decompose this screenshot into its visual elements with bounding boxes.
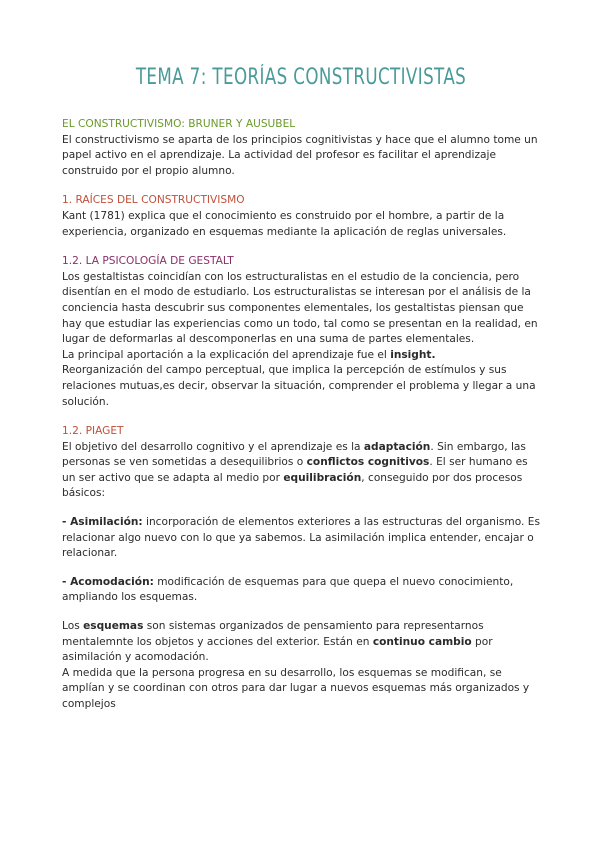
paragraph-constructivismo: El constructivismo se aparta de los principios cognitivistas y hace que el alumno tome un papel activo en el aprendizaje. La actividad del profesor es facilitar el aprendizaje construido por el propio alumno.	[62, 133, 538, 177]
document-page	[62, 60, 540, 713]
term-asimilacion: - Asimilación:	[62, 516, 143, 529]
text-fragment: son sistemas organizados de pensamiento para representarnos mentalemnte los objetos y acciones del exterior. Están en	[62, 620, 484, 648]
section-heading-gestalt: 1.2. LA PSICOLOGÍA DE GESTALT	[62, 255, 234, 268]
insight-term: insight.	[390, 348, 436, 361]
text-fragment: . El ser humano es un ser activo que se adapta al medio por	[62, 456, 528, 484]
section-heading-piaget: 1.2. PIAGET	[62, 425, 124, 438]
term-adaptacion: adaptación	[363, 440, 431, 453]
paragraph-final: A medida que la persona progresa en su desarrollo, los esquemas se modifican, se amplían y se coordinan con otros para dar lugar a nuevos esquemas más organizados y complejos	[62, 666, 530, 710]
section-heading-constructivismo: EL CONSTRUCTIVISMO: BRUNER Y AUSUBEL	[62, 118, 296, 130]
paragraph-esquemas	[62, 619, 540, 666]
paragraph-reorganizacion: Reorganización del campo perceptual, que implica la percepción de estímulos y sus relaciones mutuas,es decir, observar la situación, comprender el problema y llegar a una solución.	[62, 364, 536, 408]
text-fragment: El objetivo del desarrollo cognitivo y el aprendizaje es la	[62, 440, 364, 453]
term-esquemas: esquemas	[83, 620, 144, 633]
text-fragment: por asimilación y acomodación.	[62, 635, 493, 664]
paragraph-insight	[62, 348, 540, 364]
term-equilibracion: equilibración	[283, 471, 362, 484]
term-continuo-cambio: continuo cambio	[372, 635, 472, 648]
term-acomodacion: - Acomodación:	[62, 575, 154, 588]
text-fragment: modificación de esquemas para que quepa el nuevo conocimiento, ampliando los esquemas.	[62, 575, 514, 604]
insight-text: La principal aportación a la explicación del aprendizaje fue el	[62, 348, 391, 361]
paragraph-adaptacion	[62, 440, 540, 502]
text-fragment: . Sin embargo, las personas se ven sometidas a desequilibrios o	[62, 440, 526, 469]
paragraph-acomodacion	[62, 575, 540, 606]
text-fragment: incorporación de elementos exteriores a las estructuras del organismo. Es relacionar algo nuevo con lo que ya sabemos. La asimilación implica entender, encajar o relacionar.	[62, 516, 540, 560]
paragraph-raices: Kant (1781) explica que el conocimiento es construido por el hombre, a partir de la experiencia, organizado en esquemas mediante la aplicación de reglas universales.	[62, 209, 507, 238]
section-heading-raices: 1. RAÍCES DEL CONSTRUCTIVISMO	[62, 194, 245, 207]
paragraph-gestalt: Los gestaltistas coincidían con los estructuralistas en el estudio de la conciencia, pero disentían en el modo de estudiarlo. Los estructuralistas se interesan por el análisis de la conciencia hasta descubrir sus componentes elementales, los gestaltistas piensan que hay que estudiar las experiencias como un todo, tal como se presentan en la realidad, en lugar de deformarlas al descomponerlas en una suma de partes elementales.	[62, 270, 538, 346]
text-fragment: , conseguido por dos procesos básicos:	[62, 471, 523, 500]
term-conflictos: conflictos cognitivos	[306, 456, 430, 469]
page-title: TEMA 7: TEORÍAS CONSTRUCTIVISTAS	[135, 65, 467, 90]
paragraph-asimilacion	[62, 515, 540, 562]
text-fragment: Los	[62, 620, 84, 633]
